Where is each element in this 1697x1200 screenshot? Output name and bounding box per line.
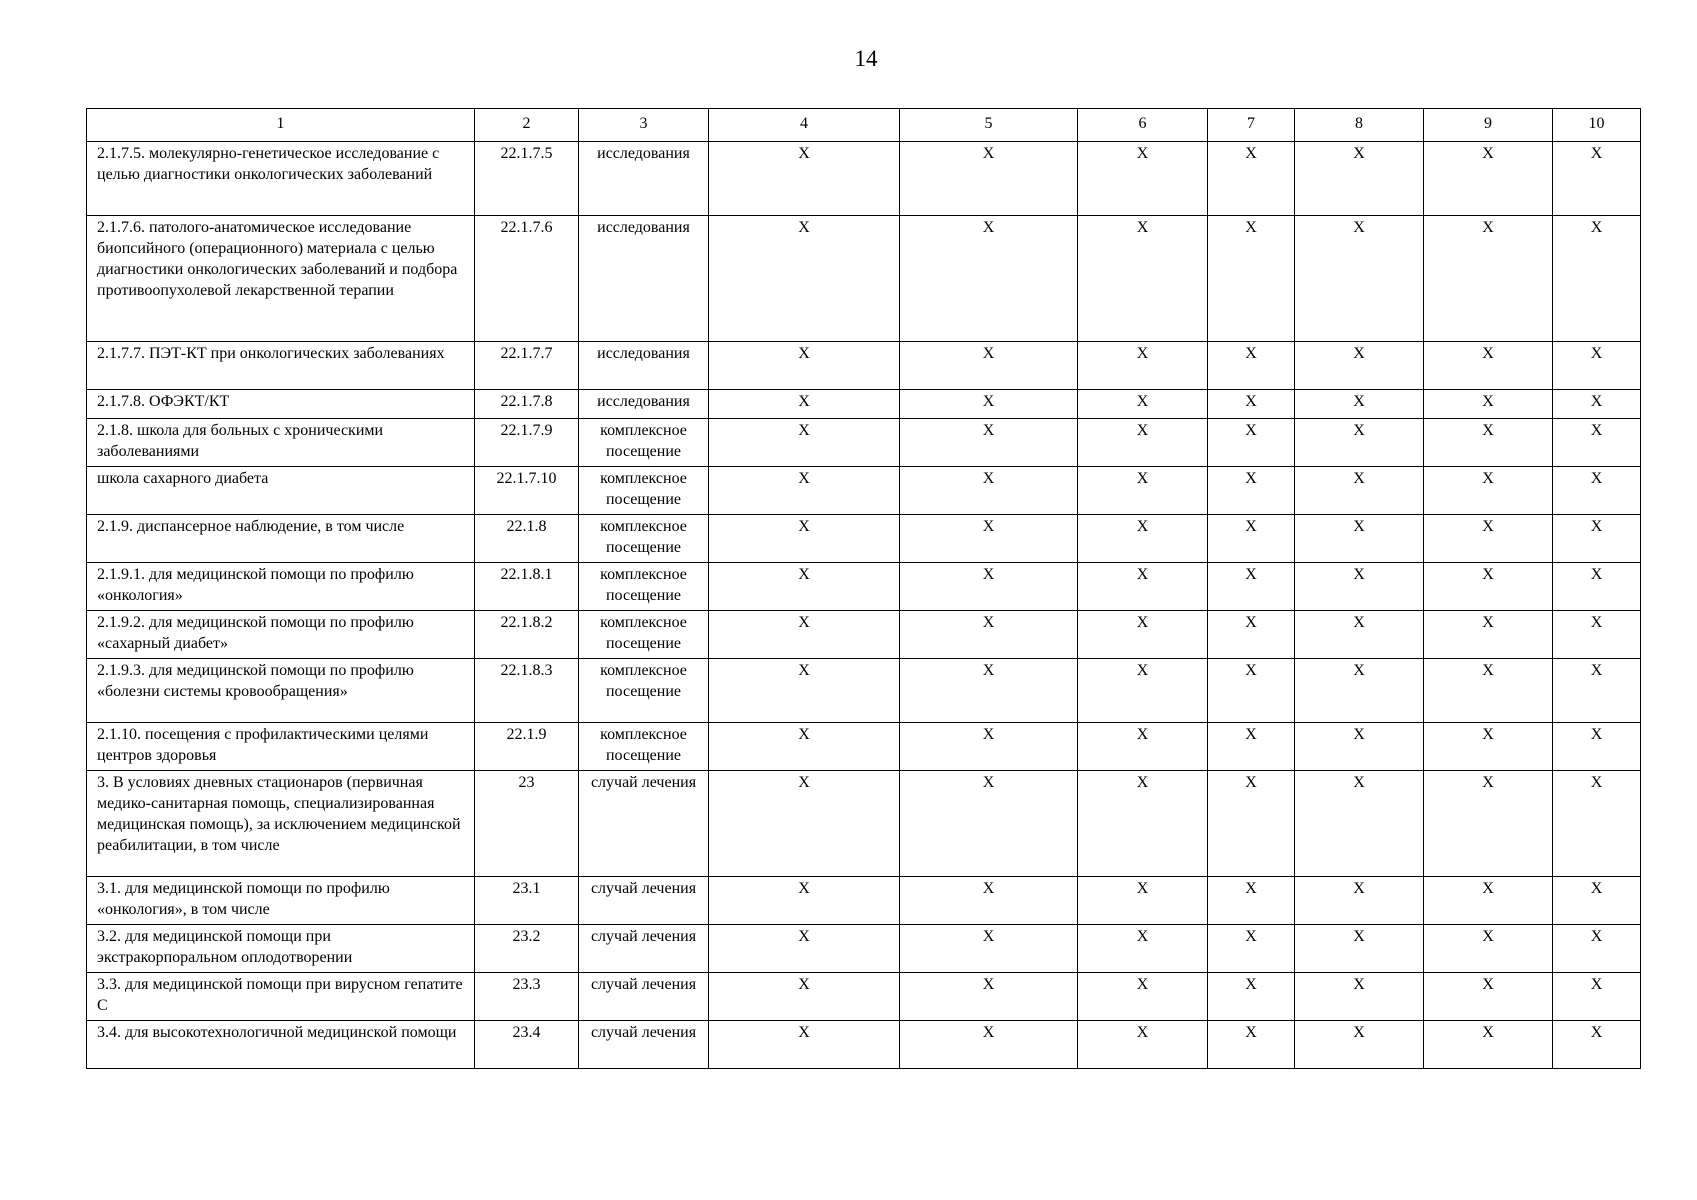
row-value-col-5: X bbox=[900, 877, 1078, 925]
row-value-col-9: X bbox=[1424, 216, 1553, 342]
row-value-col-6: X bbox=[1078, 342, 1208, 390]
row-value-col-8: X bbox=[1295, 659, 1424, 723]
row-value-col-4: X bbox=[709, 515, 900, 563]
row-value-col-6: X bbox=[1078, 1021, 1208, 1069]
row-value-col-10: X bbox=[1553, 515, 1641, 563]
table-header bbox=[87, 109, 1641, 142]
row-value-col-9: X bbox=[1424, 1021, 1553, 1069]
row-value-col-4: X bbox=[709, 563, 900, 611]
table-row bbox=[87, 342, 1641, 390]
row-name: 2.1.9. диспансерное наблюдение, в том числе bbox=[87, 515, 475, 563]
table-row bbox=[87, 723, 1641, 771]
row-value-col-10: X bbox=[1553, 419, 1641, 467]
row-unit: комплексное посещение bbox=[579, 659, 709, 723]
row-value-col-7: X bbox=[1208, 973, 1295, 1021]
row-value-col-9: X bbox=[1424, 419, 1553, 467]
row-value-col-8: X bbox=[1295, 925, 1424, 973]
row-value-col-10: X bbox=[1553, 563, 1641, 611]
row-value-col-7: X bbox=[1208, 390, 1295, 419]
row-value-col-8: X bbox=[1295, 723, 1424, 771]
column-header-10: 10 bbox=[1553, 109, 1641, 142]
row-name: 2.1.7.5. молекулярно-генетическое исследование с целью диагностики онкологических заболеваний bbox=[87, 142, 475, 216]
row-value-col-10: X bbox=[1553, 1021, 1641, 1069]
column-header-8: 8 bbox=[1295, 109, 1424, 142]
row-value-col-6: X bbox=[1078, 973, 1208, 1021]
row-name: 2.1.9.1. для медицинской помощи по профилю «онкология» bbox=[87, 563, 475, 611]
table-row bbox=[87, 419, 1641, 467]
row-code: 22.1.8.3 bbox=[475, 659, 579, 723]
row-value-col-10: X bbox=[1553, 390, 1641, 419]
column-header-4: 4 bbox=[709, 109, 900, 142]
column-header-1: 1 bbox=[87, 109, 475, 142]
row-value-col-6: X bbox=[1078, 216, 1208, 342]
row-name: 2.1.9.3. для медицинской помощи по профилю «болезни системы кровообращения» bbox=[87, 659, 475, 723]
row-value-col-8: X bbox=[1295, 877, 1424, 925]
row-value-col-9: X bbox=[1424, 142, 1553, 216]
row-name: 2.1.10. посещения с профилактическими целями центров здоровья bbox=[87, 723, 475, 771]
row-value-col-9: X bbox=[1424, 659, 1553, 723]
row-code: 22.1.7.5 bbox=[475, 142, 579, 216]
data-table bbox=[86, 108, 1641, 1069]
table-row bbox=[87, 467, 1641, 515]
row-value-col-7: X bbox=[1208, 723, 1295, 771]
row-value-col-6: X bbox=[1078, 723, 1208, 771]
row-value-col-8: X bbox=[1295, 390, 1424, 419]
row-value-col-6: X bbox=[1078, 390, 1208, 419]
table-row bbox=[87, 877, 1641, 925]
row-code: 22.1.8.2 bbox=[475, 611, 579, 659]
row-name: 2.1.7.7. ПЭТ-КТ при онкологических заболеваниях bbox=[87, 342, 475, 390]
row-unit: комплексное посещение bbox=[579, 515, 709, 563]
row-value-col-5: X bbox=[900, 342, 1078, 390]
column-header-9: 9 bbox=[1424, 109, 1553, 142]
row-value-col-9: X bbox=[1424, 342, 1553, 390]
row-value-col-7: X bbox=[1208, 142, 1295, 216]
row-value-col-4: X bbox=[709, 659, 900, 723]
row-value-col-5: X bbox=[900, 925, 1078, 973]
row-value-col-9: X bbox=[1424, 877, 1553, 925]
table-body bbox=[87, 142, 1641, 1069]
row-value-col-10: X bbox=[1553, 723, 1641, 771]
row-value-col-4: X bbox=[709, 611, 900, 659]
row-value-col-7: X bbox=[1208, 467, 1295, 515]
table-row bbox=[87, 1021, 1641, 1069]
row-unit: исследования bbox=[579, 142, 709, 216]
row-value-col-4: X bbox=[709, 1021, 900, 1069]
row-value-col-5: X bbox=[900, 973, 1078, 1021]
row-value-col-6: X bbox=[1078, 563, 1208, 611]
row-name: 2.1.8. школа для больных с хроническими заболеваниями bbox=[87, 419, 475, 467]
row-value-col-5: X bbox=[900, 515, 1078, 563]
row-value-col-10: X bbox=[1553, 216, 1641, 342]
column-header-2: 2 bbox=[475, 109, 579, 142]
row-code: 23.3 bbox=[475, 973, 579, 1021]
table-row bbox=[87, 142, 1641, 216]
row-value-col-4: X bbox=[709, 390, 900, 419]
row-value-col-5: X bbox=[900, 723, 1078, 771]
row-code: 22.1.7.8 bbox=[475, 390, 579, 419]
row-value-col-4: X bbox=[709, 467, 900, 515]
row-value-col-10: X bbox=[1553, 611, 1641, 659]
row-value-col-6: X bbox=[1078, 659, 1208, 723]
row-value-col-7: X bbox=[1208, 877, 1295, 925]
row-unit: комплексное посещение bbox=[579, 563, 709, 611]
row-name: 2.1.9.2. для медицинской помощи по профилю «сахарный диабет» bbox=[87, 611, 475, 659]
row-value-col-5: X bbox=[900, 419, 1078, 467]
table-row bbox=[87, 611, 1641, 659]
row-value-col-4: X bbox=[709, 419, 900, 467]
row-value-col-6: X bbox=[1078, 515, 1208, 563]
row-value-col-9: X bbox=[1424, 390, 1553, 419]
row-value-col-4: X bbox=[709, 723, 900, 771]
row-value-col-6: X bbox=[1078, 142, 1208, 216]
row-unit: исследования bbox=[579, 390, 709, 419]
row-value-col-9: X bbox=[1424, 563, 1553, 611]
row-value-col-5: X bbox=[900, 142, 1078, 216]
row-value-col-10: X bbox=[1553, 342, 1641, 390]
row-unit: комплексное посещение bbox=[579, 611, 709, 659]
row-value-col-9: X bbox=[1424, 723, 1553, 771]
row-value-col-9: X bbox=[1424, 467, 1553, 515]
row-name: 3. В условиях дневных стационаров (первичная медико-санитарная помощь, специализированная медицинская помощь), за исключением медицинской реабилитации, в том числе bbox=[87, 771, 475, 877]
row-unit: комплексное посещение bbox=[579, 467, 709, 515]
row-value-col-10: X bbox=[1553, 925, 1641, 973]
row-unit: исследования bbox=[579, 216, 709, 342]
row-unit: случай лечения bbox=[579, 877, 709, 925]
row-value-col-4: X bbox=[709, 342, 900, 390]
row-value-col-5: X bbox=[900, 216, 1078, 342]
row-value-col-5: X bbox=[900, 390, 1078, 419]
row-code: 22.1.7.7 bbox=[475, 342, 579, 390]
row-value-col-8: X bbox=[1295, 973, 1424, 1021]
row-name: 3.4. для высокотехнологичной медицинской помощи bbox=[87, 1021, 475, 1069]
row-value-col-9: X bbox=[1424, 973, 1553, 1021]
row-name: 2.1.7.8. ОФЭКТ/КТ bbox=[87, 390, 475, 419]
row-value-col-8: X bbox=[1295, 1021, 1424, 1069]
row-code: 23.2 bbox=[475, 925, 579, 973]
row-value-col-4: X bbox=[709, 142, 900, 216]
row-name: школа сахарного диабета bbox=[87, 467, 475, 515]
table-row bbox=[87, 925, 1641, 973]
row-unit: исследования bbox=[579, 342, 709, 390]
row-value-col-7: X bbox=[1208, 515, 1295, 563]
row-value-col-4: X bbox=[709, 216, 900, 342]
row-value-col-5: X bbox=[900, 771, 1078, 877]
row-value-col-5: X bbox=[900, 1021, 1078, 1069]
row-value-col-10: X bbox=[1553, 659, 1641, 723]
row-value-col-10: X bbox=[1553, 973, 1641, 1021]
row-code: 23.1 bbox=[475, 877, 579, 925]
table-row bbox=[87, 771, 1641, 877]
row-code: 22.1.7.6 bbox=[475, 216, 579, 342]
row-value-col-8: X bbox=[1295, 342, 1424, 390]
table-row bbox=[87, 973, 1641, 1021]
table-row bbox=[87, 216, 1641, 342]
row-value-col-8: X bbox=[1295, 419, 1424, 467]
row-value-col-8: X bbox=[1295, 611, 1424, 659]
row-value-col-5: X bbox=[900, 659, 1078, 723]
column-header-7: 7 bbox=[1208, 109, 1295, 142]
row-value-col-4: X bbox=[709, 771, 900, 877]
row-unit: комплексное посещение bbox=[579, 723, 709, 771]
row-value-col-7: X bbox=[1208, 216, 1295, 342]
row-value-col-7: X bbox=[1208, 771, 1295, 877]
row-value-col-8: X bbox=[1295, 515, 1424, 563]
row-name: 3.2. для медицинской помощи при экстракорпоральном оплодотворении bbox=[87, 925, 475, 973]
row-value-col-10: X bbox=[1553, 467, 1641, 515]
row-value-col-4: X bbox=[709, 877, 900, 925]
row-unit: случай лечения bbox=[579, 1021, 709, 1069]
row-value-col-10: X bbox=[1553, 877, 1641, 925]
row-value-col-8: X bbox=[1295, 771, 1424, 877]
row-value-col-4: X bbox=[709, 925, 900, 973]
row-value-col-6: X bbox=[1078, 925, 1208, 973]
row-value-col-8: X bbox=[1295, 563, 1424, 611]
row-unit: случай лечения bbox=[579, 973, 709, 1021]
column-header-5: 5 bbox=[900, 109, 1078, 142]
row-name: 3.1. для медицинской помощи по профилю «онкология», в том числе bbox=[87, 877, 475, 925]
row-unit: комплексное посещение bbox=[579, 419, 709, 467]
row-value-col-6: X bbox=[1078, 467, 1208, 515]
row-code: 22.1.8.1 bbox=[475, 563, 579, 611]
table-row bbox=[87, 515, 1641, 563]
row-unit: случай лечения bbox=[579, 925, 709, 973]
row-value-col-6: X bbox=[1078, 419, 1208, 467]
row-value-col-7: X bbox=[1208, 925, 1295, 973]
column-header-6: 6 bbox=[1078, 109, 1208, 142]
row-value-col-6: X bbox=[1078, 611, 1208, 659]
row-code: 22.1.8 bbox=[475, 515, 579, 563]
row-code: 23.4 bbox=[475, 1021, 579, 1069]
row-value-col-9: X bbox=[1424, 515, 1553, 563]
table-row bbox=[87, 563, 1641, 611]
row-code: 23 bbox=[475, 771, 579, 877]
row-value-col-7: X bbox=[1208, 563, 1295, 611]
row-value-col-6: X bbox=[1078, 877, 1208, 925]
row-value-col-10: X bbox=[1553, 771, 1641, 877]
row-code: 22.1.7.9 bbox=[475, 419, 579, 467]
row-value-col-7: X bbox=[1208, 659, 1295, 723]
table-row bbox=[87, 659, 1641, 723]
row-value-col-5: X bbox=[900, 563, 1078, 611]
table-row bbox=[87, 390, 1641, 419]
page-number: 14 bbox=[854, 46, 878, 71]
row-value-col-8: X bbox=[1295, 216, 1424, 342]
row-value-col-8: X bbox=[1295, 142, 1424, 216]
header-row bbox=[87, 109, 1641, 142]
row-value-col-7: X bbox=[1208, 342, 1295, 390]
row-value-col-7: X bbox=[1208, 419, 1295, 467]
row-code: 22.1.7.10 bbox=[475, 467, 579, 515]
row-unit: случай лечения bbox=[579, 771, 709, 877]
row-value-col-5: X bbox=[900, 611, 1078, 659]
row-name: 3.3. для медицинской помощи при вирусном гепатите C bbox=[87, 973, 475, 1021]
row-value-col-7: X bbox=[1208, 1021, 1295, 1069]
row-value-col-9: X bbox=[1424, 771, 1553, 877]
row-value-col-7: X bbox=[1208, 611, 1295, 659]
row-name: 2.1.7.6. патолого-анатомическое исследование биопсийного (операционного) материала с целью диагностики онкологических заболеваний и подбора противоопухолевой лекарственной терапии bbox=[87, 216, 475, 342]
row-value-col-8: X bbox=[1295, 467, 1424, 515]
row-value-col-9: X bbox=[1424, 925, 1553, 973]
row-value-col-9: X bbox=[1424, 611, 1553, 659]
row-code: 22.1.9 bbox=[475, 723, 579, 771]
column-header-3: 3 bbox=[579, 109, 709, 142]
row-value-col-10: X bbox=[1553, 142, 1641, 216]
row-value-col-4: X bbox=[709, 973, 900, 1021]
row-value-col-6: X bbox=[1078, 771, 1208, 877]
row-value-col-5: X bbox=[900, 467, 1078, 515]
